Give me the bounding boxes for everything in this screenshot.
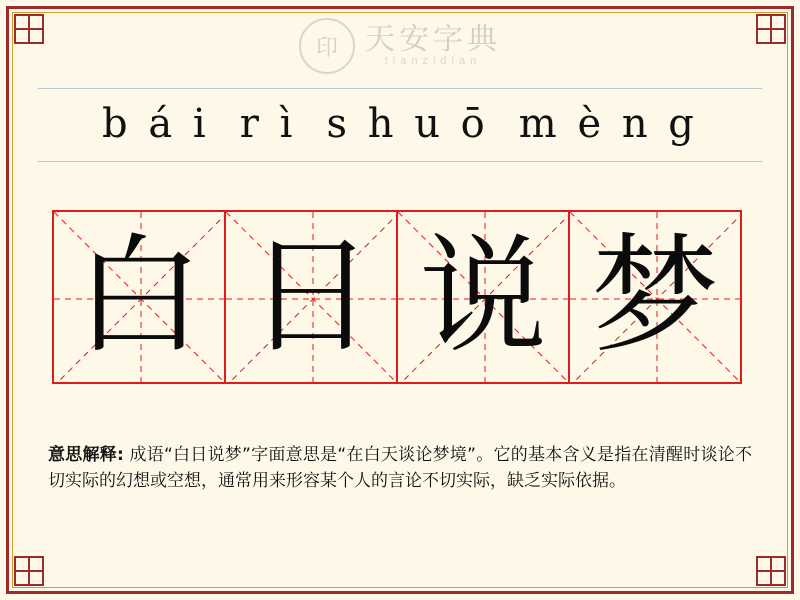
hanzi-character: 日	[246, 222, 375, 371]
pinyin-row	[38, 86, 762, 162]
mizi-cell	[224, 210, 398, 384]
corner-ornament-bottom-right	[756, 556, 786, 586]
explanation-block	[48, 442, 752, 495]
pinyin-syllable: r ì	[239, 101, 297, 147]
seal-icon: 印	[299, 18, 355, 74]
character-grid	[52, 210, 740, 384]
pinyin-syllable: s h u ō	[326, 101, 489, 147]
mizi-cell	[568, 210, 742, 384]
pinyin-syllable: m è n g	[518, 101, 698, 147]
hanzi-character: 说	[418, 222, 547, 371]
corner-ornament-top-right	[756, 14, 786, 44]
mizi-cell	[52, 210, 226, 384]
pinyin-syllable: b á i	[102, 101, 210, 147]
explanation-label: 意思解释:	[48, 445, 124, 465]
hanzi-character: 梦	[590, 222, 719, 371]
mizi-cell	[396, 210, 570, 384]
corner-ornament-bottom-left	[14, 556, 44, 586]
corner-ornament-top-left	[14, 14, 44, 44]
watermark-title: 天安字典	[365, 22, 501, 58]
hanzi-character: 白	[74, 222, 203, 371]
explanation-text: 成语“白日说梦”字面意思是“在白天谈论梦境”。它的基本含义是指在清醒时谈论不切实际的幻想或空想，通常用来形容某个人的言论不切实际，缺乏实际依据。	[48, 445, 752, 492]
pinyin-staff	[38, 86, 762, 162]
watermark-subtitle: tianzidian	[384, 54, 482, 67]
